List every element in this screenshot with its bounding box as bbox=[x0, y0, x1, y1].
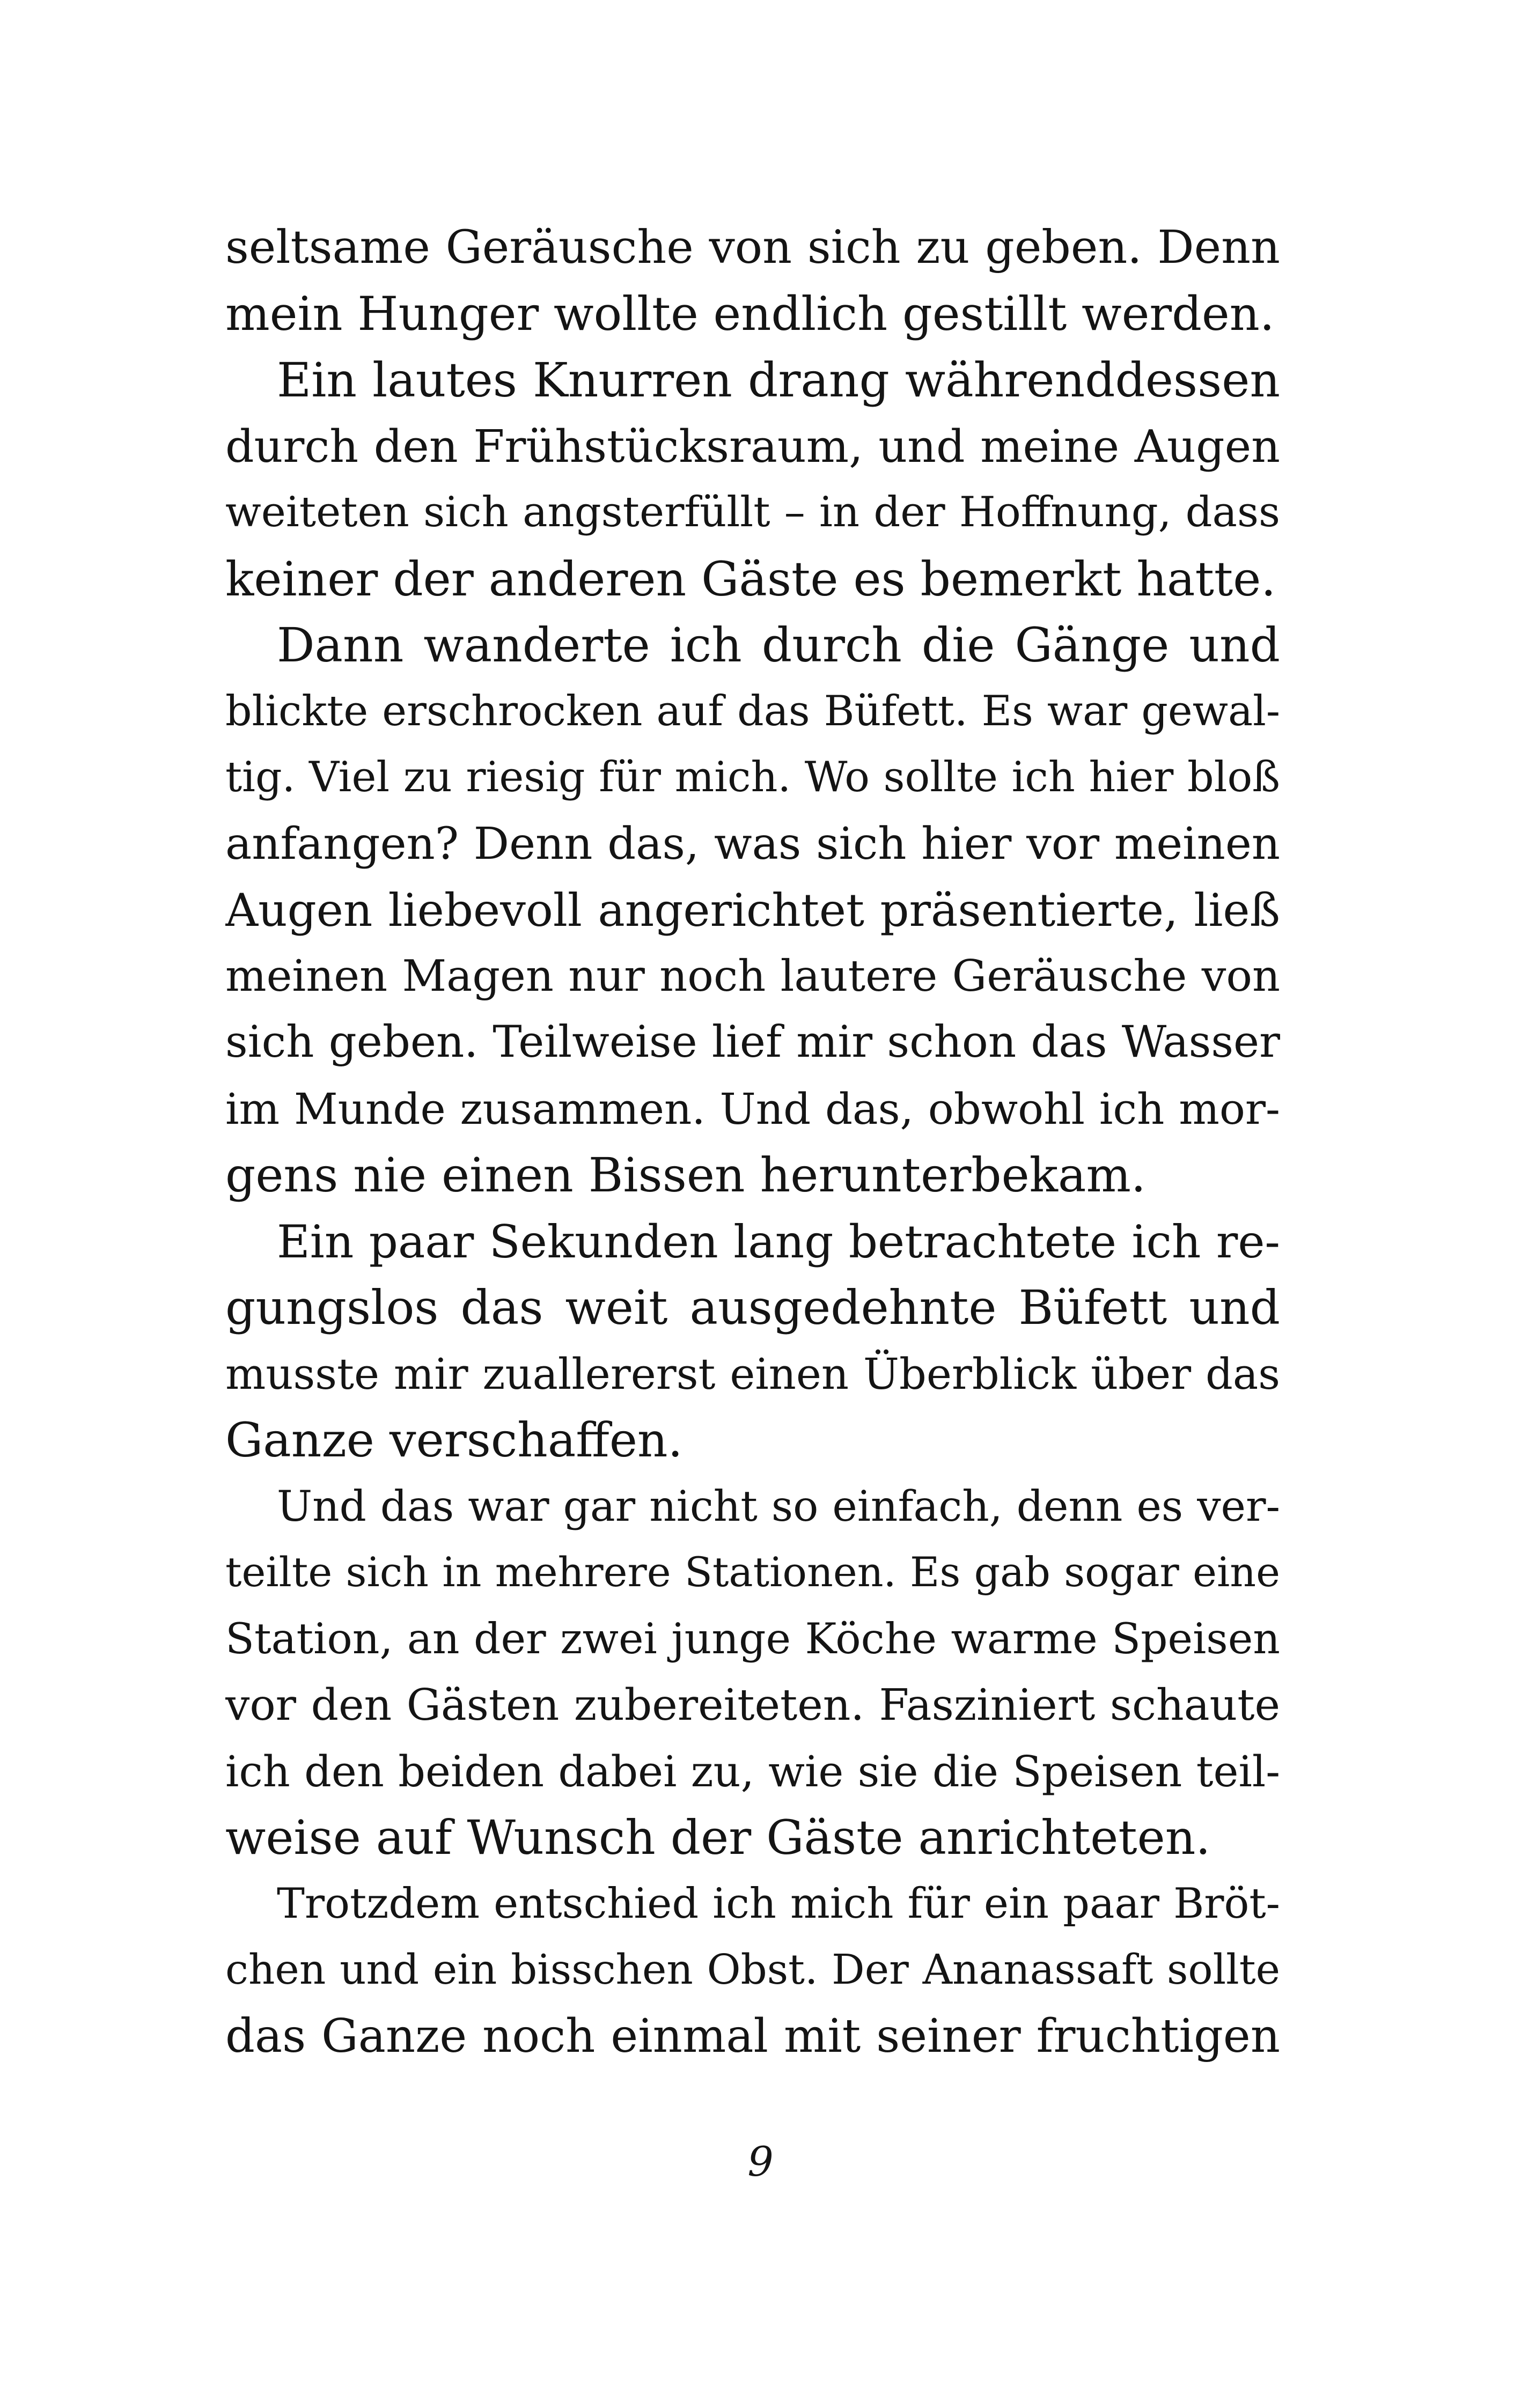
text-line: meinen Magen nur noch lautere Geräusche von bbox=[225, 951, 1280, 1002]
text-line: im Munde zusammen. Und das, obwohl ich mor- bbox=[225, 1084, 1280, 1134]
text-line: sich geben. Teilweise lief mir schon das Wasser bbox=[225, 1017, 1280, 1067]
text-line: weiteten sich angsterfüllt – in der Hoffnung, dass bbox=[225, 488, 1280, 536]
text-line: ich den beiden dabei zu, wie sie die Speisen teil- bbox=[225, 1746, 1280, 1796]
text-line: mein Hunger wollte endlich gestillt werden. bbox=[225, 286, 1275, 341]
page-number: 9 bbox=[747, 2138, 774, 2185]
text-line: Und das war gar nicht so einfach, denn es ver- bbox=[277, 1481, 1280, 1531]
text-line: das Ganze noch einmal mit seiner fruchtigen bbox=[225, 2009, 1280, 2063]
text-line: musste mir zuallererst einen Überblick über das bbox=[225, 1349, 1280, 1399]
text-line: Station, an der zwei junge Köche warme Speisen bbox=[225, 1614, 1280, 1663]
text-line: Dann wanderte ich durch die Gänge und bbox=[277, 617, 1280, 673]
text-line: anfangen? Denn das, was sich hier vor meinen bbox=[225, 818, 1280, 870]
text-line: Ein lautes Knurren drang währenddessen bbox=[277, 352, 1280, 408]
text-line: blickte erschrocken auf das Büfett. Es war gewal- bbox=[225, 687, 1280, 735]
text-line: gens nie einen Bissen herunterbekam. bbox=[225, 1147, 1146, 1203]
text-line: Trotzdem entschied ich mich für ein paar Bröt- bbox=[277, 1879, 1280, 1928]
text-line: Ein paar Sekunden lang betrachtete ich re- bbox=[277, 1214, 1280, 1268]
text-line: teilte sich in mehrere Stationen. Es gab sogar eine bbox=[225, 1549, 1280, 1596]
text-line: keiner der anderen Gäste es bemerkt hatte. bbox=[225, 551, 1276, 607]
text-line: vor den Gästen zubereiteten. Fasziniert schaute bbox=[225, 1680, 1280, 1730]
body-text bbox=[225, 215, 1280, 2070]
text-line: seltsame Geräusche von sich zu geben. Denn bbox=[225, 221, 1280, 274]
text-line: gungslos das weit ausgedehnte Büfett und bbox=[225, 1280, 1280, 1335]
text-line: Augen liebevoll angerichtet präsentierte, ließ bbox=[225, 883, 1280, 937]
text-line: chen und ein bisschen Obst. Der Ananassaft sollte bbox=[225, 1946, 1280, 1994]
text-line: weise auf Wunsch der Gäste anrichteten. bbox=[225, 1810, 1211, 1865]
text-line: durch den Frühstücksraum, und meine Augen bbox=[225, 419, 1280, 473]
text-line: Ganze verschaffen. bbox=[225, 1412, 683, 1468]
text-line: tig. Viel zu riesig für mich. Wo sollte ich hier bloß bbox=[225, 753, 1280, 801]
